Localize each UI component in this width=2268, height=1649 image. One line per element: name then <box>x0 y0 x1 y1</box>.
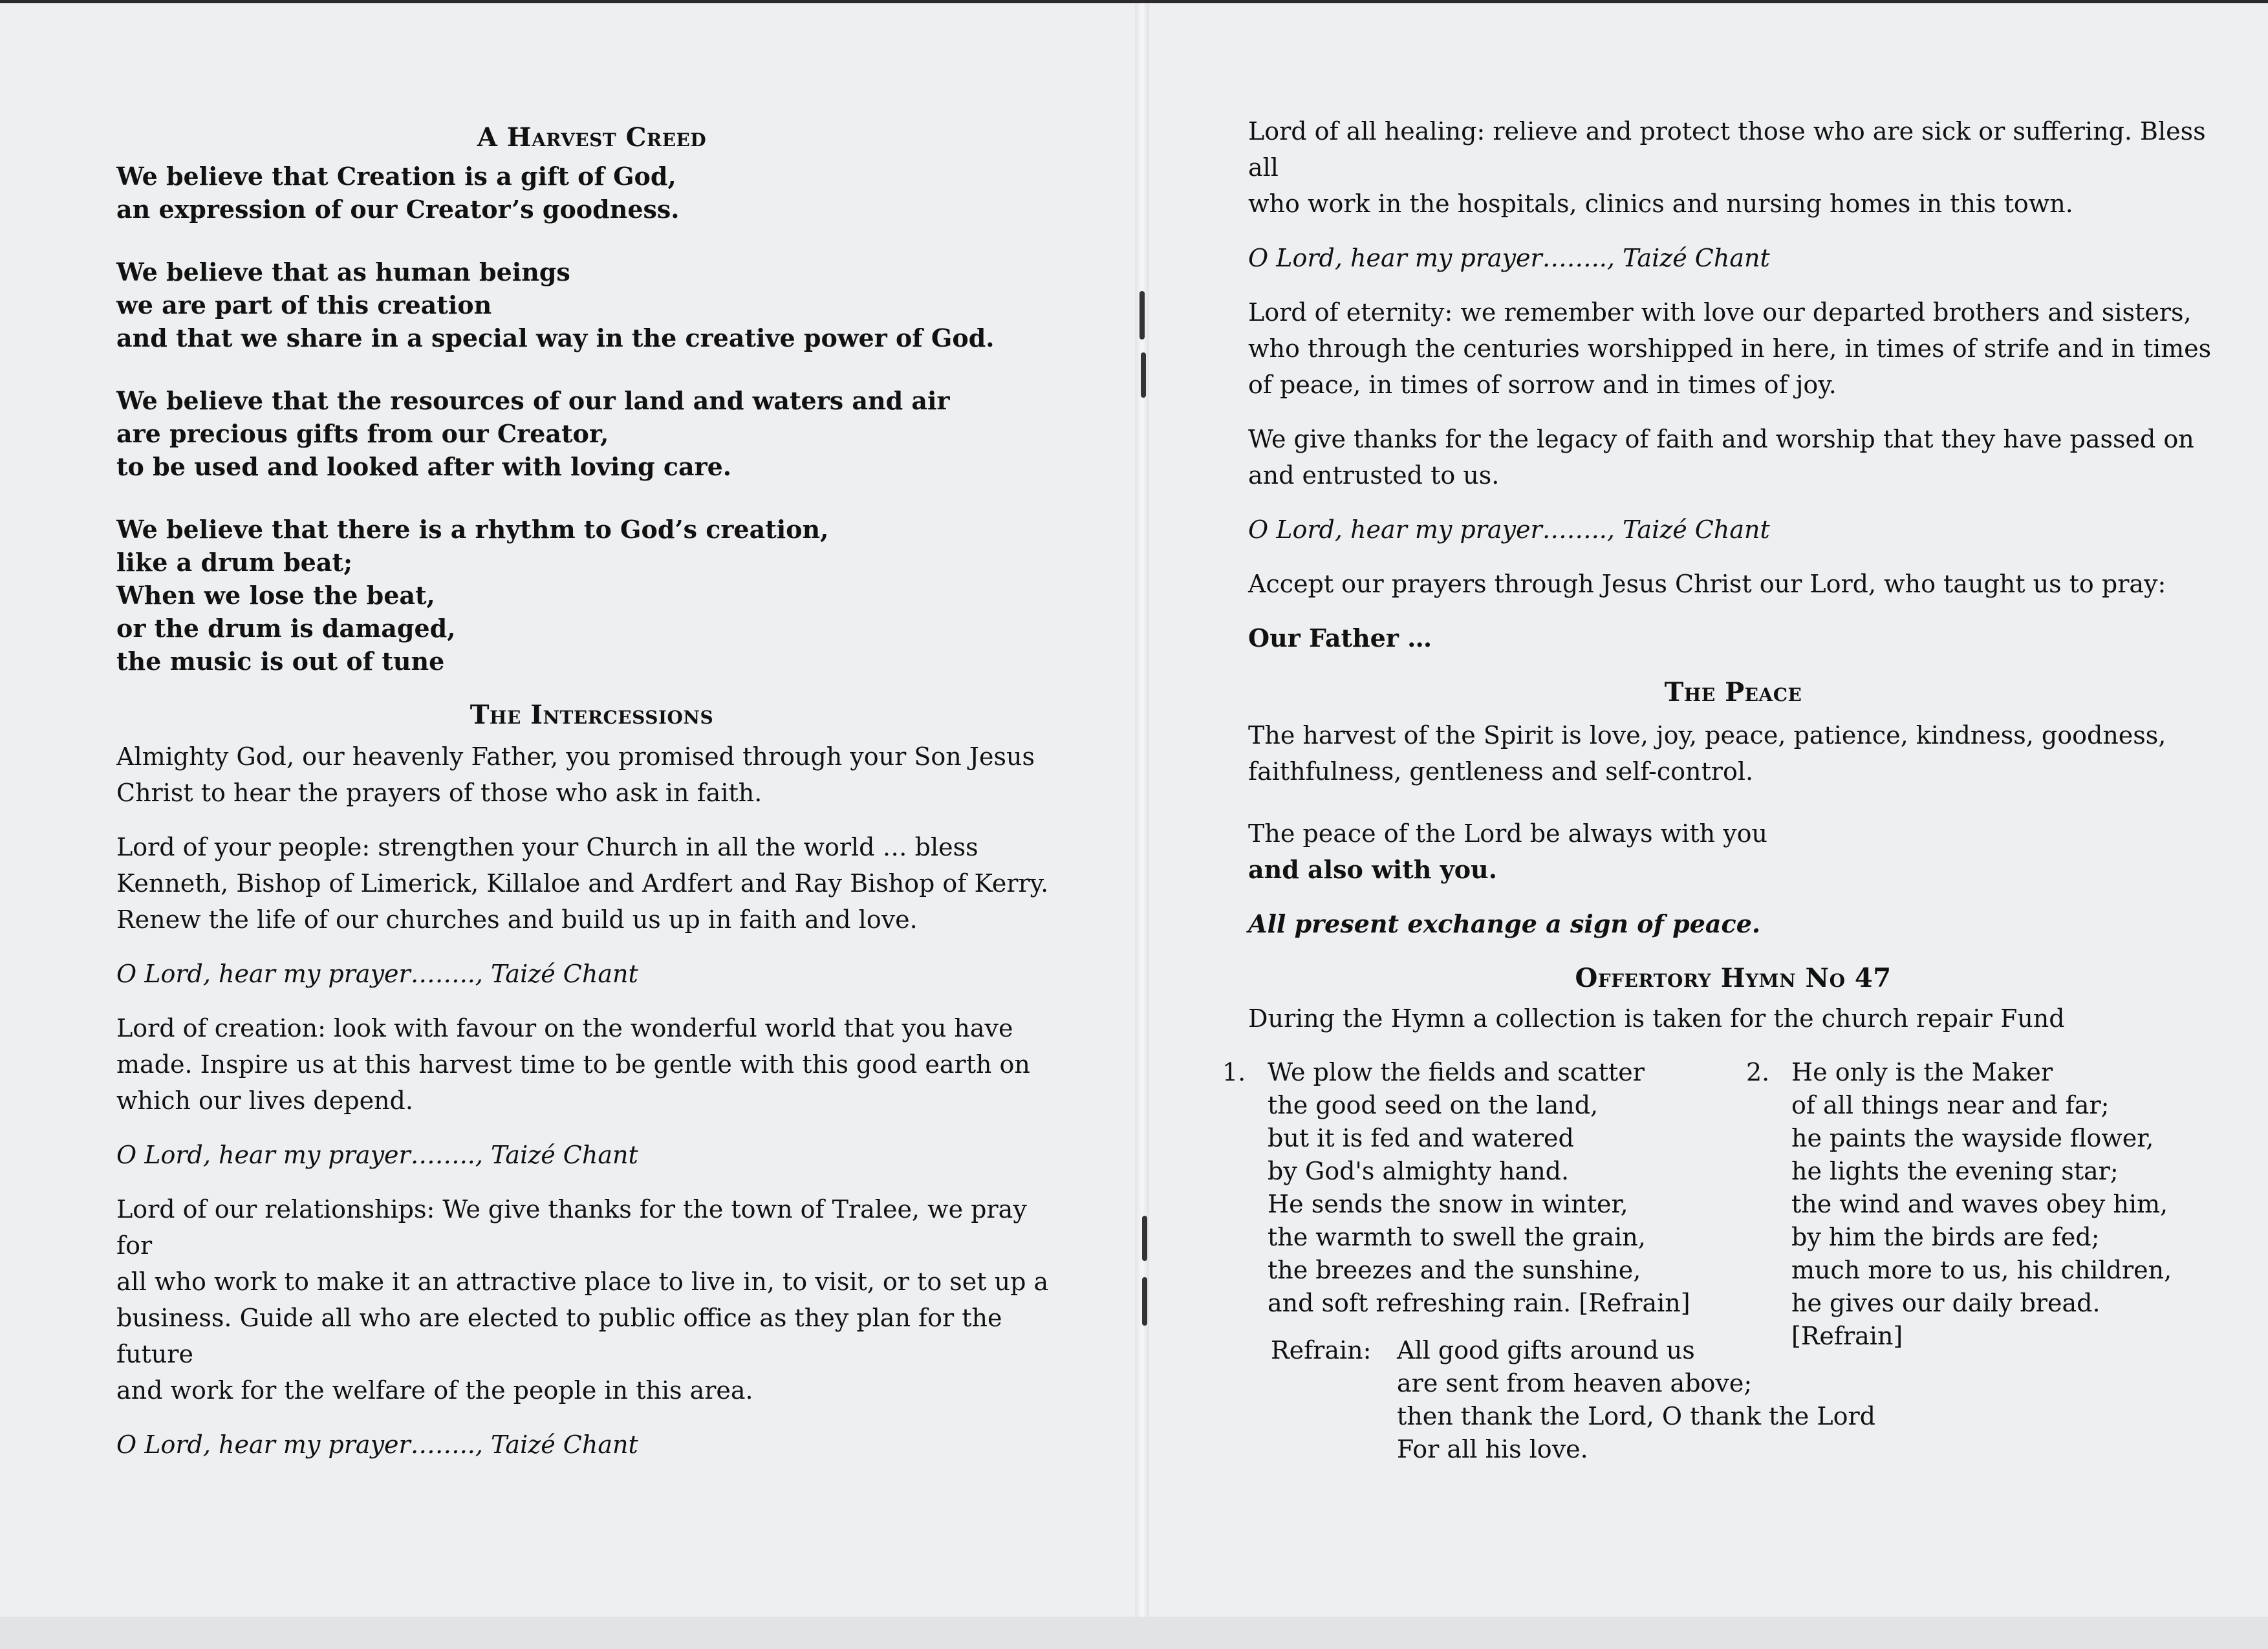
text-line: who work in the hospitals, clinics and nursing homes in this town. <box>1248 189 2073 218</box>
binding-mark <box>1142 1216 1147 1261</box>
center-fold <box>1135 0 1149 1617</box>
creed-line: and that we share in a special way in the creative power of God. <box>116 323 995 352</box>
binding-mark <box>1142 1277 1147 1326</box>
text-line: faithfulness, gentleness and self-control. <box>1248 757 1754 786</box>
intercession-paragraph <box>116 1010 1067 1119</box>
peace-title: The Peace <box>1664 677 1802 707</box>
text-line: We give thanks for the legacy of faith and worship that they have passed on <box>1248 425 2194 453</box>
intercession-opening <box>116 738 1067 811</box>
refrain-line: For all his love. <box>1397 1435 1588 1463</box>
creed-line: We believe that as human beings <box>116 257 570 286</box>
peace-text <box>1248 717 2218 790</box>
text-line: made. Inspire us at this harvest time to be gentle with this good earth on <box>116 1050 1030 1079</box>
intercessions-title: The Intercessions <box>470 700 714 730</box>
verse-number: 2. <box>1746 1058 1770 1086</box>
intercession-paragraph <box>116 1191 1067 1408</box>
verse-line: the good seed on the land, <box>1268 1091 1599 1119</box>
hymn-note: During the Hymn a collection is taken for the church repair Fund <box>1248 1004 2065 1033</box>
verse-line: the warmth to swell the grain, <box>1268 1223 1646 1251</box>
verse-line: he gives our daily bread. [Refrain] <box>1791 1289 2101 1350</box>
verse-line: he paints the wayside flower, <box>1791 1124 2154 1152</box>
verse-line: He sends the snow in winter, <box>1268 1190 1628 1218</box>
hymn-title: Offertory Hymn No 47 <box>1575 963 1892 993</box>
creed-line: or the drum is damaged, <box>116 614 456 643</box>
verse-line: We plow the fields and scatter <box>1268 1058 1645 1086</box>
creed-stanza <box>116 513 1067 678</box>
closing-prayer-line: Accept our prayers through Jesus Christ our Lord, who taught us to pray: <box>1248 570 2166 598</box>
creed-stanza <box>116 255 1067 354</box>
response-line: O Lord, hear my prayer…….., Taizé Chant <box>1248 244 1770 272</box>
intercession-paragraph <box>1248 113 2218 222</box>
refrain-line: All good gifts around us <box>1397 1336 1695 1364</box>
creed-line: an expression of our Creator’s goodness. <box>116 195 680 224</box>
creed-line: to be used and looked after with loving care. <box>116 452 732 481</box>
text-line: Kenneth, Bishop of Limerick, Killaloe and Ardfert and Ray Bishop of Kerry. <box>116 869 1049 898</box>
creed-line: we are part of this creation <box>116 290 492 319</box>
response-line: O Lord, hear my prayer…….., Taizé Chant <box>116 1430 638 1459</box>
verse-number: 1. <box>1222 1058 1246 1086</box>
text-line: and work for the welfare of the people in this area. <box>116 1376 753 1405</box>
our-father-line: Our Father … <box>1248 623 1432 652</box>
text-line: all who work to make it an attractive place to live in, to visit, or to set up a <box>116 1267 1049 1296</box>
verse-line: he lights the evening star; <box>1791 1157 2119 1185</box>
creed-stanza <box>116 384 1067 483</box>
response-text: and also with you. <box>1248 855 1497 884</box>
verse-line: the breezes and the sunshine, <box>1268 1256 1641 1284</box>
text-line: Lord of eternity: we remember with love our departed brothers and sisters, <box>1248 298 2192 327</box>
verse-line: the wind and waves obey him, <box>1791 1190 2168 1218</box>
response-line: O Lord, hear my prayer…….., Taizé Chant <box>1248 515 1770 544</box>
verse-line: and soft refreshing rain. [Refrain] <box>1268 1289 1690 1317</box>
refrain-line: are sent from heaven above; <box>1397 1369 1753 1397</box>
verse-line: by him the birds are fed; <box>1791 1223 2100 1251</box>
text-line: Lord of our relationships: We give thanks for the town of Tralee, we pray for <box>116 1195 1027 1260</box>
intercession-paragraph <box>116 829 1067 938</box>
creed-text <box>116 160 1067 678</box>
text-line: Renew the life of our churches and build us up in faith and love. <box>116 905 918 934</box>
creed-title: A Harvest Creed <box>477 122 707 153</box>
text-line: which our lives depend. <box>116 1086 413 1115</box>
page-bottom-edge <box>0 1617 2268 1649</box>
peace-exchange <box>1248 815 2218 888</box>
text-line: Almighty God, our heavenly Father, you promised through your Son Jesus <box>116 742 1035 771</box>
text-line: and entrusted to us. <box>1248 461 1500 490</box>
intercession-paragraph <box>1248 294 2218 403</box>
refrain-line: then thank the Lord, O thank the Lord <box>1397 1402 1875 1430</box>
text-line: Christ to hear the prayers of those who ask in faith. <box>116 779 762 807</box>
text-line: of peace, in times of sorrow and in times of joy. <box>1248 371 1837 399</box>
creed-line: We believe that the resources of our land and waters and air <box>116 386 950 415</box>
text-line: The peace of the Lord be always with you <box>1248 819 1767 848</box>
refrain-label: Refrain: <box>1271 1336 1372 1364</box>
hymn-verse-1 <box>1222 1056 1690 1320</box>
creed-line: the music is out of tune <box>116 647 445 676</box>
verse-line: of all things near and far; <box>1791 1091 2110 1119</box>
text-line: Lord of all healing: relieve and protect those who are sick or suffering. Bless all <box>1248 117 2206 182</box>
creed-line: like a drum beat; <box>116 548 353 577</box>
verse-line: much more to us, his children, <box>1791 1256 2172 1284</box>
response-line: O Lord, hear my prayer…….., Taizé Chant <box>116 1141 638 1169</box>
hymn-verse-2 <box>1746 1056 2218 1353</box>
hymn-refrain <box>1248 1334 2218 1466</box>
text-line: Lord of creation: look with favour on the wonderful world that you have <box>116 1014 1013 1042</box>
verse-line: by God's almighty hand. <box>1268 1157 1570 1185</box>
text-line: who through the centuries worshipped in here, in times of strife and in times <box>1248 334 2212 363</box>
creed-line: We believe that Creation is a gift of God, <box>116 162 676 191</box>
binding-mark <box>1139 291 1145 339</box>
response-line: O Lord, hear my prayer…….., Taizé Chant <box>116 960 638 988</box>
text-line: The harvest of the Spirit is love, joy, peace, patience, kindness, goodness, <box>1248 721 2166 749</box>
left-column <box>116 120 1067 1481</box>
creed-stanza <box>116 160 1067 226</box>
verse-line: He only is the Maker <box>1791 1058 2053 1086</box>
binding-mark <box>1141 352 1146 398</box>
creed-line: are precious gifts from our Creator, <box>116 419 609 448</box>
creed-line: When we lose the beat, <box>116 581 435 610</box>
verse-line: but it is fed and watered <box>1268 1124 1574 1152</box>
text-line: Lord of your people: strengthen your Church in all the world … bless <box>116 833 978 861</box>
text-line: business. Guide all who are elected to public office as they plan for the future <box>116 1304 1002 1368</box>
creed-line: We believe that there is a rhythm to God’s creation, <box>116 515 829 544</box>
top-edge <box>0 0 2268 3</box>
thanksgiving-paragraph <box>1248 421 2218 493</box>
peace-rubric: All present exchange a sign of peace. <box>1248 909 1761 938</box>
right-column <box>1222 113 2218 1466</box>
